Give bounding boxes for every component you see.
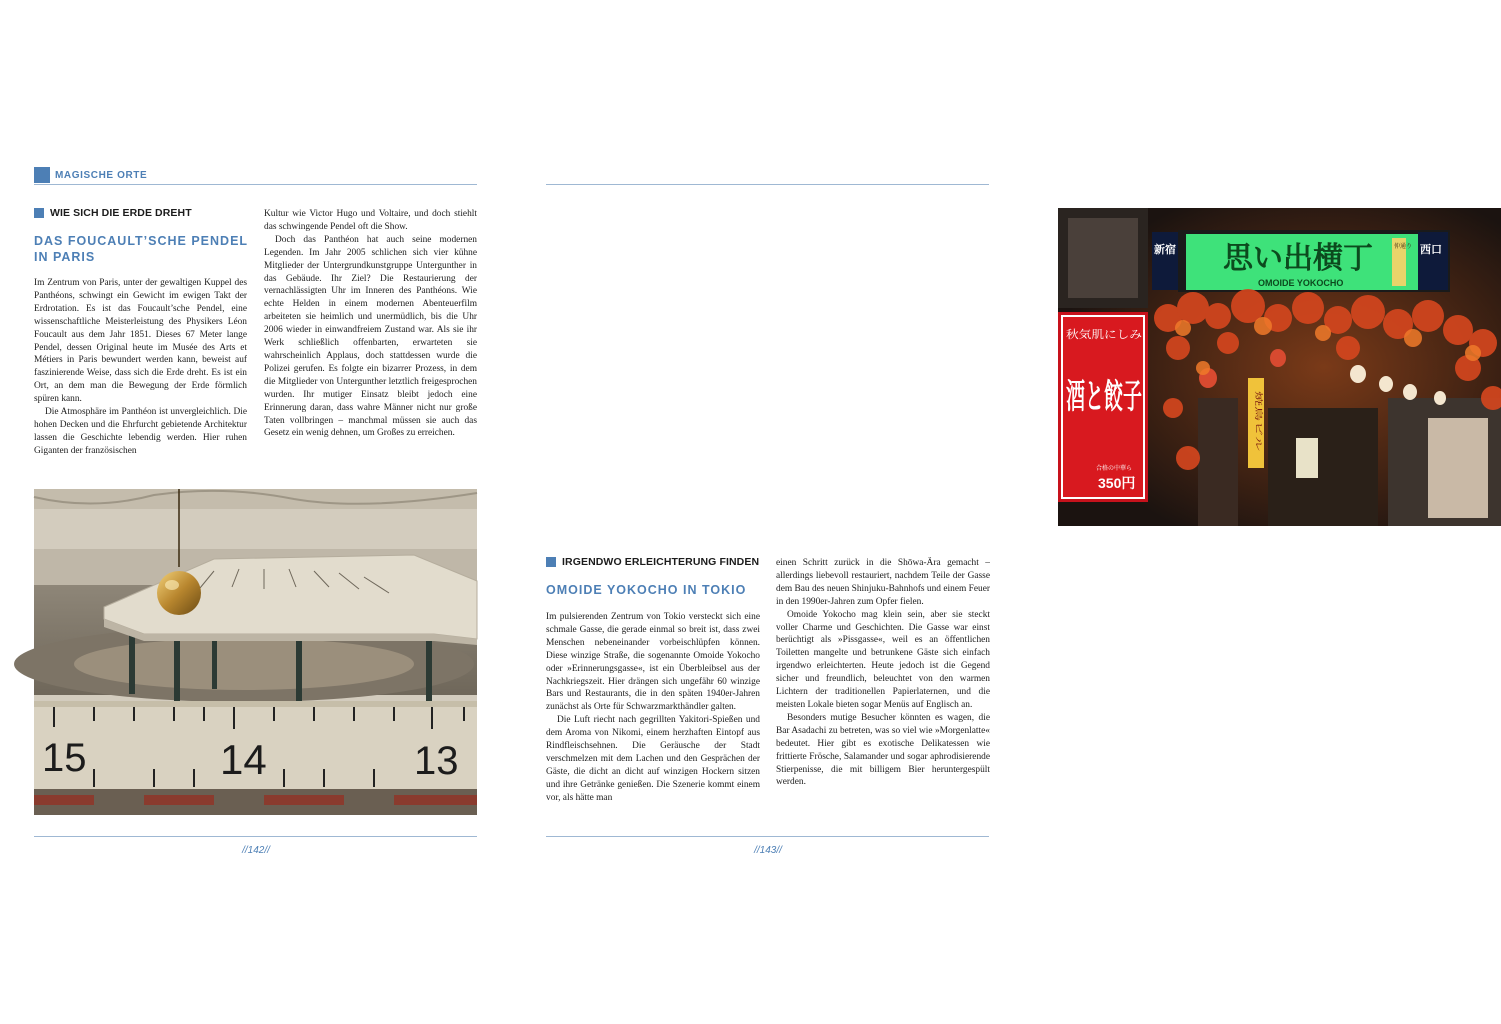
paragraph: Im Zentrum von Paris, unter der gewaltigen Kuppel des Panthéons, schwingt ein Gewicht im ewigen Takt der Erdrotation. Es ist das Foucault’sche Pendel, eine wissenschaftliche Meisterleistung des Physikers Léon Foucault aus dem Jahr 1851. Dieses 67 Meter lange Pendel, dessen Original heute im Musée des Arts et Métiers in Paris bewundert werden kann, beweist auf faszinierende Weise, dass sich die Erde dreht. Es ist ein Ort, an dem man die Bewegung der Erde förmlich spüren kann. — [34, 278, 247, 405]
paragraph: Doch das Panthéon hat auch seine modernen Legenden. Im Jahr 2005 schlichen sich vier kühne Mitglieder der Untergrundkunstgruppe Untergunther in das Gebäude. Ihr Ziel? Die Restaurierung der vernachlässigten Uhr im Inneren des Panthéons. Wie echte Helden in einem modernen Abenteuerfilm arbeiteten sie heimlich und unermüdlich, bis die Uhr 2006 wieder in einwandfreiem Zustand war. Als sie ihr Werk schließlich offenbarten, erwarteten sie wahrscheinlich Applaus, doch stattdessen wurde die Polizei gerufen. Es folgte ein bizarrer Prozess, in dem die Mitglieder von Untergunther letztlich freigesprochen wurden. Ihr mutiger Einsatz bleibt jedoch eine Erinnerung daran, dass wahre Männer nicht nur große Taten vollbringen – manchmal müssen sie auch das Gesetz ein wenig dehnen, um Großes zu erreichen. — [264, 234, 477, 439]
price-label: 350円 — [1098, 475, 1136, 491]
article-title: OMOIDE YOKOCHO IN TOKIO — [546, 583, 747, 597]
running-head-text: MAGISCHE ORTE — [55, 169, 148, 181]
yellow-sign-text: 焼鳥ビル — [1254, 391, 1263, 423]
omoide-yokocho-photo — [1058, 208, 1501, 526]
red-sign-small-text: 秋気肌にしみ — [1066, 328, 1132, 341]
main-sign-kanji: 思い出横丁 — [1223, 241, 1373, 276]
dial-number-14: 14 — [220, 736, 267, 783]
text-column-1 — [546, 611, 760, 805]
page-number: //142// — [242, 845, 270, 856]
article-title-line1: DAS FOUCAULT’SCHE PENDEL — [34, 234, 249, 248]
paragraph: Omoide Yokocho mag klein sein, aber sie steckt voller Charme und Geschichten. Die Gasse war einst berüchtigt als »Pissgasse«, weil es an öffentlichen Toiletten mangelte und betrunkene Gäste sich einfach irgendwo erleichterten. Heute jedoch ist die Gegend sicher und freundlich, beleuchtet von den warmen Lichtern der traditionellen Papierlaternen, und die meisten Lokale bieten sogar Menüs auf Englisch an. — [776, 609, 990, 710]
paragraph: Kultur wie Victor Hugo und Voltaire, und doch stiehlt das schwingende Pendel oft die Show. — [264, 209, 477, 232]
header-rule — [34, 184, 477, 185]
text-column-2 — [776, 557, 990, 789]
article-title-line2: IN PARIS — [34, 250, 96, 264]
text-column-2 — [264, 208, 477, 440]
kicker-marker — [546, 557, 556, 567]
section-kicker — [34, 207, 192, 219]
paragraph: einen Schritt zurück in die Shōwa-Ära gemacht – allerdings liebevoll restauriert, nachdem Teile der Gasse dem Bau des neuen Shinjuku-Bahnhofs und einem Feuer in den 1990er-Jahren zum Opfer fielen. — [776, 558, 990, 607]
section-kicker — [546, 556, 759, 568]
pendulum-illustration — [34, 489, 477, 815]
tokyo-alley-illustration — [1058, 208, 1501, 526]
pendulum-photo — [34, 489, 477, 815]
header-rule — [546, 184, 989, 185]
text-column-1 — [34, 277, 247, 458]
article-title — [34, 233, 264, 265]
footer-rule — [34, 836, 477, 837]
red-sign-note: 合格の中華ら — [1096, 465, 1133, 472]
page-number: //143// — [754, 845, 782, 856]
dial-number-15: 15 — [42, 736, 87, 780]
paragraph: Die Luft riecht nach gegrillten Yakitori-Spießen und dem Aroma von Nikomi, einem herzhaften Eintopf aus Rindfleischsehnen. Die Geräusche der Stadt verschmelzen mit dem Lachen und den Gesprächen der Gäste, die dicht an dicht auf winzigen Hockern sitzen und ihre Getränke genießen. Die Szenerie kommt einem vor, als hätte man — [546, 715, 760, 803]
footer-rule — [546, 836, 989, 837]
red-sign-text: 酒と餃子 — [1066, 377, 1142, 417]
kicker-marker — [34, 208, 44, 218]
dial-number-13: 13 — [414, 739, 459, 783]
left-tag-sign: 新宿 — [1154, 243, 1176, 256]
small-sign: 仲通り — [1394, 243, 1413, 250]
main-sign-subtitle: OMOIDE YOKOCHO — [1258, 278, 1344, 288]
paragraph: Die Atmosphäre im Panthéon ist unvergleichlich. Die hohen Decken und die Ehrfurcht gebietende Architektur lassen die Geschichte lebendig werden. Hier ruhen Giganten der französischen — [34, 407, 247, 456]
kicker-text: IRGENDWO ERLEICHTERUNG FINDEN — [562, 556, 760, 568]
right-tag-sign: 西口 — [1420, 243, 1442, 256]
kicker-text: WIE SICH DIE ERDE DREHT — [50, 207, 192, 219]
paragraph: Besonders mutige Besucher könnten es wagen, die Bar Asadachi zu betreten, was so viel wie »Morgenlatte« bedeutet. Hier gibt es exotische Delikatessen wie frittierte Frösche, Salamander und sogar aphrodisierende Stierpenisse, die mit billigem Bier heruntergespült werden. — [776, 712, 990, 788]
paragraph: Im pulsierenden Zentrum von Tokio versteckt sich eine schmale Gasse, die gerade einmal so breit ist, dass zwei Menschen nebeneinander vorbeischlüpfen können. Diese winzige Straße, die sogenannte Omoide Yokocho oder »Erinnerungsgasse«, ist ein Überbleibsel aus der Nachkriegszeit. Hier drängen sich ungefähr 60 winzige Bars und Restaurants, die in den späten 1940er-Jahren zunächst als Orte für Schwarzmarkthändler galten. — [546, 612, 760, 713]
running-head-marker — [34, 167, 50, 183]
running-head — [34, 167, 147, 183]
